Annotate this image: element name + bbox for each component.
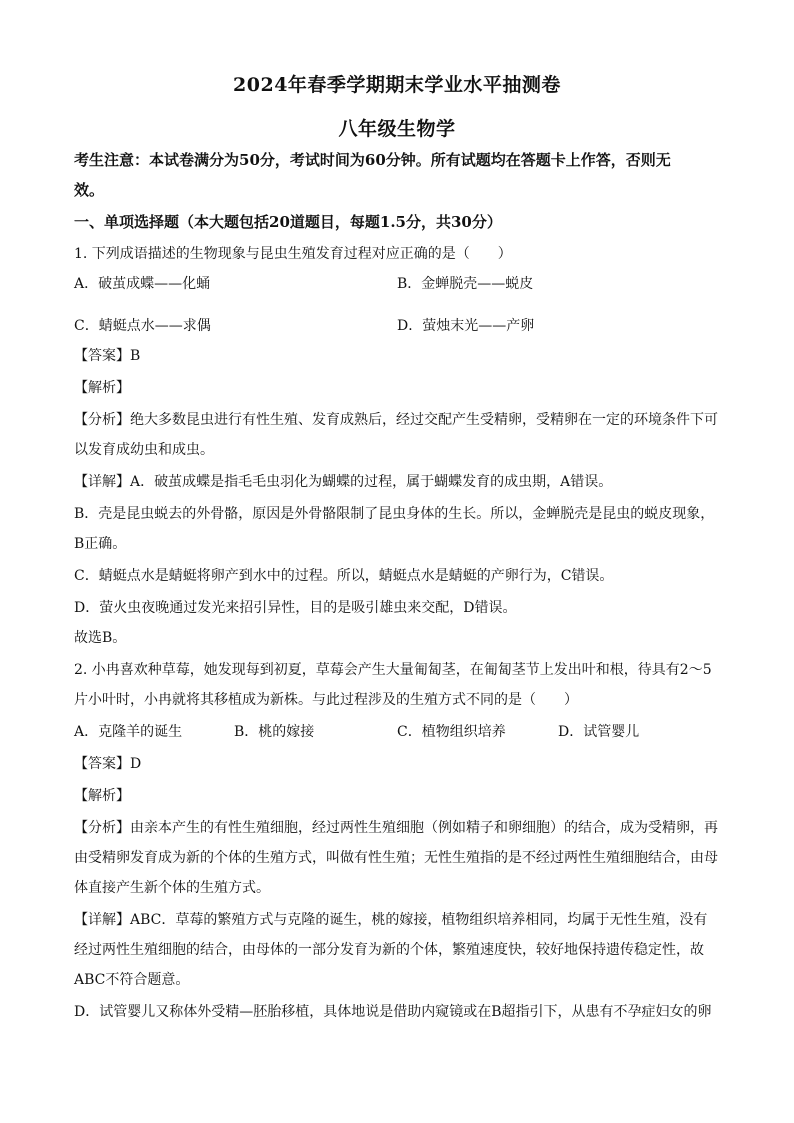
q1-option-a: A．破茧成蝶——化蛹	[74, 276, 211, 292]
q1-answer: 【答案】B	[74, 348, 141, 364]
q1-detail-d: D．萤火虫夜晚通过发光来招引异性，目的是吸引雄虫来交配，D错误。	[74, 600, 517, 616]
exam-subtitle: 八年级生物学	[338, 118, 456, 140]
q2-option-a: A．克隆羊的诞生	[74, 724, 183, 740]
q2-option-d: D．试管婴儿	[558, 724, 640, 740]
q1-detail-b-1: B．壳是昆虫蜕去的外骨骼，原因是外骨骼限制了昆虫身体的生长。所以，金蝉脱壳是昆虫的蜕皮现象，	[74, 506, 715, 522]
q2-stem-2: 片小叶时，小冉就将其移植成为新株。与此过程涉及的生殖方式不同的是（ ）	[74, 692, 578, 708]
section-heading: 一、单项选择题（本大题包括20道题目，每题1.5分，共30分）	[74, 213, 502, 231]
q2-answer: 【答案】D	[74, 756, 142, 772]
q1-option-c: C．蜻蜓点水——求偶	[74, 318, 211, 334]
q2-analysis-label: 【解析】	[74, 788, 130, 804]
q2-fenxi-3: 体直接产生新个体的生殖方式。	[74, 880, 270, 896]
notice-line-1: 考生注意：本试卷满分为50分，考试时间为60分钟。所有试题均在答题卡上作答，否则无	[74, 151, 671, 169]
q2-detail-1: 【详解】ABC．草莓的繁殖方式与克隆的诞生，桃的嫁接，植物组织培养相同，均属于无性生殖，没有	[74, 912, 708, 928]
notice-line-2: 效。	[74, 181, 105, 199]
q1-conclusion: 故选B。	[74, 630, 127, 646]
q1-option-b: B．金蝉脱壳——蜕皮	[397, 276, 534, 292]
q2-fenxi-2: 由受精卵发育成为新的个体的生殖方式，叫做有性生殖；无性生殖指的是不经过两性生殖细胞结合，由母	[74, 850, 718, 866]
q1-detail-b-2: B正确。	[74, 536, 127, 552]
q1-fenxi-2: 以发育成幼虫和成虫。	[74, 442, 214, 458]
q2-fenxi-1: 【分析】由亲本产生的有性生殖细胞，经过两性生殖细胞（例如精子和卵细胞）的结合，成为受精卵，再	[74, 820, 718, 836]
q2-detail-2: 经过两性生殖细胞的结合，由母体的一部分发育为新的个体，繁殖速度快，较好地保持遗传稳定性，故	[74, 942, 704, 958]
exam-title: 2024年春季学期期末学业水平抽测卷	[233, 74, 561, 96]
q1-option-d: D．萤烛末光——产卵	[397, 318, 535, 334]
q2-detail-4: D．试管婴儿又称体外受精—胚胎移植，具体地说是借助内窥镜或在B超指引下，从患有不孕症妇女的卵	[74, 1004, 712, 1020]
q2-stem-1: 2. 小冉喜欢种草莓，她发现每到初夏，草莓会产生大量匍匐茎，在匍匐茎节上发出叶和根，待具有2～5	[74, 662, 712, 678]
q2-detail-3: ABC不符合题意。	[74, 972, 190, 988]
q1-detail-a: 【详解】A．破茧成蝶是指毛毛虫羽化为蝴蝶的过程，属于蝴蝶发育的成虫期，A错误。	[74, 474, 613, 490]
q1-detail-c: C．蜻蜓点水是蜻蜓将卵产到水中的过程。所以，蜻蜓点水是蜻蜓的产卵行为，C错误。	[74, 568, 614, 584]
q1-fenxi-1: 【分析】绝大多数昆虫进行有性生殖、发育成熟后，经过交配产生受精卵，受精卵在一定的环境条件下可	[74, 412, 718, 428]
q2-option-b: B．桃的嫁接	[234, 724, 315, 740]
q1-analysis-label: 【解析】	[74, 380, 130, 396]
q2-option-c: C．植物组织培养	[397, 724, 506, 740]
q1-stem: 1. 下列成语描述的生物现象与昆虫生殖发育过程对应正确的是（ ）	[74, 246, 512, 262]
